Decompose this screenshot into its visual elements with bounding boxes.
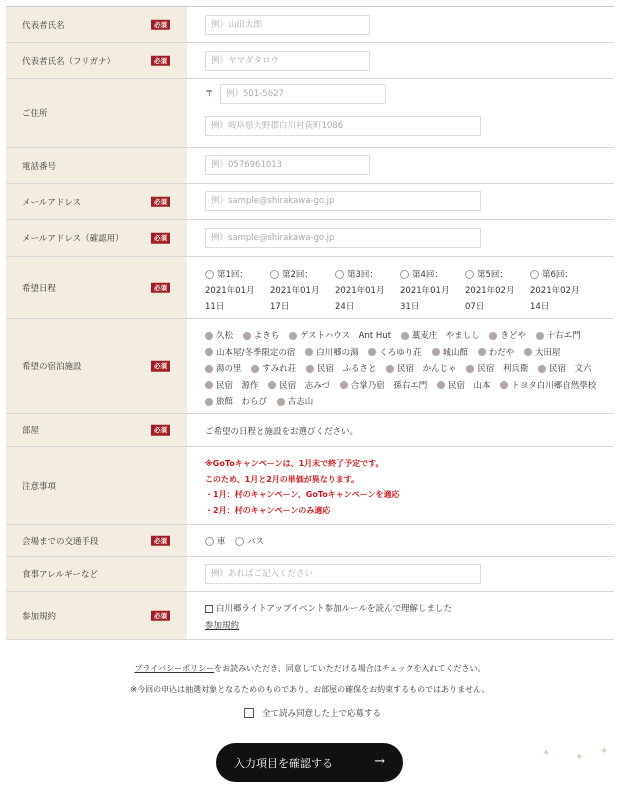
facility-option-label: 民宿 かんじゃ [397, 364, 457, 374]
phone-label [6, 148, 187, 183]
date-line1: 2021年01月 [400, 286, 450, 296]
radio-icon[interactable] [437, 381, 445, 389]
facility-option-label: よきち [253, 331, 280, 341]
terms-checkbox[interactable] [205, 602, 452, 614]
facility-option-label: 民宿 ふるさと [316, 364, 377, 374]
transport-car-label: 車 [217, 537, 226, 547]
rep-kana-label-text: 代表者氏名（フリガナ） [22, 56, 116, 67]
dates-label-text: 希望日程 [22, 283, 57, 294]
email-input[interactable]: 例）sample@shirakawa-go.jp [205, 191, 481, 211]
notice-line: ※GoToキャンペーンは、1月末で終了予定です。 [205, 459, 384, 468]
arrow-right-icon: → [374, 754, 385, 769]
required-badge: 必須 [151, 282, 170, 293]
facility-option[interactable] [536, 328, 581, 345]
application-form [6, 6, 614, 640]
checkbox-icon[interactable] [244, 708, 254, 718]
facility-option[interactable] [306, 361, 377, 378]
zip-mark: 〒 [205, 89, 214, 99]
facility-option-label: 十右エ門 [546, 331, 581, 341]
facility-label-text: 希望の宿泊施設 [22, 362, 82, 372]
facility-option[interactable] [205, 328, 233, 345]
facility-options [205, 328, 605, 411]
terms-check-label: 白川郷ライトアップイベント参加ルールを読んで理解しました [216, 604, 452, 614]
facility-option[interactable] [401, 328, 480, 345]
row-transport [6, 525, 614, 557]
facility-option[interactable] [524, 345, 561, 362]
radio-icon[interactable] [524, 348, 532, 356]
allergy-label [6, 557, 187, 591]
room-label-text: 部屋 [22, 426, 40, 436]
allergy-label-text: 食事アレルギーなど [22, 570, 98, 580]
facility-option-label: 民宿 文六 [549, 364, 592, 374]
date-line1: 2021年02月 [465, 286, 515, 296]
privacy-text: をお読みいただき、同意していただける場合はチェックを入れてください。 [214, 664, 486, 673]
facility-option[interactable] [478, 345, 515, 362]
rep-kana-input[interactable]: 例）ヤマダタロウ [205, 51, 370, 71]
radio-icon[interactable] [305, 348, 313, 356]
date-round: 第4回： [412, 270, 443, 280]
email-confirm-label [6, 220, 187, 256]
terms-label-text: 参加規約 [22, 611, 57, 622]
notice-label [6, 447, 187, 524]
radio-icon[interactable] [205, 270, 214, 279]
radio-icon[interactable] [268, 381, 276, 389]
terms-link[interactable]: 参加規約 [205, 621, 240, 631]
facility-option[interactable] [243, 328, 280, 345]
radio-icon[interactable] [335, 270, 344, 279]
radio-icon[interactable] [530, 270, 539, 279]
row-notice [6, 447, 614, 525]
facility-option[interactable] [289, 328, 391, 345]
transport-label [6, 525, 187, 556]
privacy-policy-link[interactable]: プライバシーポリシー [134, 664, 215, 673]
notice-line: ・2月：村のキャンペーンのみ適応 [205, 505, 331, 515]
required-badge: 必須 [151, 425, 170, 436]
facility-option-label: すみれ荘 [262, 364, 297, 374]
radio-icon[interactable] [205, 332, 213, 340]
radio-icon[interactable] [235, 537, 244, 546]
radio-icon[interactable] [205, 537, 214, 546]
radio-icon[interactable] [538, 365, 546, 373]
date-option-4[interactable] [400, 267, 468, 315]
notice-line: このため、1月と2月の単価が異なります。 [205, 474, 360, 484]
date-round: 第6回： [542, 270, 573, 280]
date-round: 第3回： [347, 270, 378, 280]
required-badge: 必須 [151, 361, 170, 372]
date-option-6[interactable] [530, 267, 598, 315]
row-rep-name [6, 7, 614, 43]
date-line1: 2021年01月 [205, 286, 255, 296]
rep-name-label-text: 代表者氏名 [22, 20, 65, 31]
date-round: 第5回： [477, 270, 508, 280]
transport-option-bus[interactable] [235, 535, 264, 547]
required-badge: 必須 [151, 19, 170, 30]
date-option-3[interactable] [335, 267, 403, 315]
allergy-input[interactable]: 例）あればご記入ください [205, 564, 481, 584]
agree-checkbox[interactable] [244, 707, 381, 719]
date-line2: 24日 [335, 302, 355, 312]
radio-icon[interactable] [205, 348, 213, 356]
row-facility [6, 319, 614, 414]
confirm-button-label: 入力項目を確認する [234, 756, 333, 770]
facility-option-label: 山本屋/冬季限定の宿 [216, 347, 296, 358]
required-badge: 必須 [151, 55, 170, 66]
transport-bus-label: バス [247, 537, 265, 547]
facility-option-label: 合掌乃宿 孫右エ門 [350, 380, 428, 391]
leaf-decoration-icon: ✦ [575, 752, 584, 763]
privacy-statement [0, 663, 620, 674]
required-badge: 必須 [151, 233, 170, 244]
facility-option-label: 民宿 志みづ [279, 380, 331, 391]
radio-icon[interactable] [277, 398, 285, 406]
email-confirm-input[interactable]: 例）sample@shirakawa-go.jp [205, 228, 481, 248]
date-round: 第1回： [217, 270, 248, 280]
date-option-5[interactable] [465, 267, 533, 315]
facility-option-label: わだや [488, 347, 515, 358]
rep-name-input[interactable]: 例）山田太郎 [205, 15, 370, 35]
radio-icon[interactable] [466, 365, 474, 373]
date-line2: 11日 [205, 302, 225, 312]
facility-option[interactable] [538, 361, 592, 378]
notice-text [205, 456, 400, 518]
leaf-decoration-icon: ✦ [542, 748, 551, 759]
radio-icon[interactable] [306, 365, 314, 373]
radio-icon[interactable] [386, 365, 394, 373]
radio-icon[interactable] [368, 348, 376, 356]
facility-option-label: 古志山 [287, 397, 314, 407]
radio-icon[interactable] [243, 332, 251, 340]
room-instruction: ご希望の日程と施設をお選びください。 [205, 427, 359, 437]
row-rep-kana [6, 43, 614, 79]
facility-option[interactable] [489, 328, 526, 345]
date-line1: 2021年02月 [530, 286, 580, 296]
radio-icon[interactable] [489, 332, 497, 340]
phone-label-text: 電話番号 [22, 161, 57, 172]
facility-option-label: 旅館 わらび [216, 397, 268, 407]
facility-option-label: 城山館 [442, 347, 469, 358]
dates-label [6, 257, 187, 318]
date-line2: 31日 [400, 302, 420, 312]
facility-option[interactable] [368, 345, 422, 362]
facility-option[interactable] [437, 378, 491, 395]
transport-option-car[interactable] [205, 535, 226, 547]
date-line1: 2021年01月 [335, 286, 385, 296]
date-line2: 17日 [270, 302, 290, 312]
address-label-text: ご住所 [22, 109, 48, 119]
zip-input[interactable]: 例）501-5627 [220, 84, 386, 104]
email-label [6, 184, 187, 219]
radio-icon[interactable] [205, 381, 213, 389]
radio-icon[interactable] [205, 398, 213, 406]
radio-icon[interactable] [401, 332, 409, 340]
facility-option-label: くろゆり荘 [379, 347, 422, 358]
date-line2: 07日 [465, 302, 485, 312]
date-line2: 14日 [530, 302, 550, 312]
row-email-confirm [6, 220, 614, 257]
address-label [6, 79, 187, 147]
agree-label: 全て読み同意した上で応募する [262, 709, 382, 719]
required-badge: 必須 [151, 196, 170, 207]
radio-icon[interactable] [500, 381, 508, 389]
email-confirm-label-text: メールアドレス（確認用） [22, 234, 124, 244]
row-email [6, 184, 614, 220]
facility-option[interactable] [268, 378, 330, 395]
transport-label-text: 会場までの交通手段 [22, 536, 99, 547]
facility-option-label: 白川郷の湯 [316, 347, 359, 358]
radio-icon[interactable] [289, 332, 297, 340]
phone-input[interactable]: 例）0576961013 [205, 155, 370, 175]
rep-name-label [6, 7, 187, 42]
required-badge: 必須 [151, 535, 170, 546]
radio-icon[interactable] [478, 348, 486, 356]
row-terms [6, 592, 614, 640]
row-allergy [6, 557, 614, 592]
notice-label-text: 注意事項 [22, 481, 57, 492]
facility-option[interactable] [205, 345, 295, 362]
checkbox-icon[interactable] [205, 605, 213, 613]
facility-option[interactable] [205, 394, 267, 411]
facility-option-label: 民宿 源作 [216, 380, 259, 391]
rep-kana-label [6, 43, 187, 78]
facility-option[interactable] [500, 378, 596, 395]
facility-option[interactable] [251, 361, 296, 378]
radio-icon[interactable] [340, 381, 348, 389]
leaf-decoration-icon: ✦ [600, 746, 609, 757]
date-option-1[interactable] [205, 267, 273, 315]
radio-icon[interactable] [270, 270, 279, 279]
required-badge: 必須 [151, 610, 170, 621]
row-dates [6, 257, 614, 319]
radio-icon[interactable] [205, 365, 213, 373]
facility-option-label: 民宿 利兵衛 [477, 364, 529, 374]
facility-option-label: 藁麦庄 やましし [411, 331, 480, 341]
radio-icon[interactable] [432, 348, 440, 356]
date-round: 第2回： [282, 270, 313, 280]
lottery-note: ※今回の申込は抽選対象となるためのものであり、お部屋の確保をお約束するものではありません。 [130, 685, 490, 694]
radio-icon[interactable] [251, 365, 259, 373]
facility-option-label: トヨタ白川郷自然學校 [511, 380, 597, 391]
room-label [6, 414, 187, 446]
terms-label [6, 592, 187, 639]
facility-label [6, 319, 187, 413]
confirm-button[interactable] [216, 743, 403, 782]
row-phone [6, 148, 614, 184]
facility-option[interactable] [205, 361, 242, 378]
facility-option-label: 湯の里 [216, 364, 242, 374]
row-address [6, 79, 614, 148]
facility-option[interactable] [386, 361, 457, 378]
row-room [6, 414, 614, 447]
radio-icon[interactable] [465, 270, 474, 279]
facility-option[interactable] [277, 394, 314, 411]
facility-option[interactable] [432, 345, 469, 362]
date-line1: 2021年01月 [270, 286, 320, 296]
radio-icon[interactable] [536, 332, 544, 340]
address-input[interactable]: 例）岐阜県大野郡白川村荻町1086 [205, 116, 481, 136]
email-label-text: メールアドレス [22, 197, 82, 208]
facility-option-label: ゲストハウス Ant Hut [299, 331, 392, 341]
notice-line: ・1月：村のキャンペーン、GoToキャンペーンを適応 [205, 490, 400, 499]
date-option-2[interactable] [270, 267, 338, 315]
facility-option[interactable] [466, 361, 528, 378]
facility-option[interactable] [305, 345, 359, 362]
facility-option-label: 民宿 山本 [447, 380, 491, 391]
facility-option-label: 大田屋 [534, 347, 561, 358]
radio-icon[interactable] [400, 270, 409, 279]
facility-option[interactable] [205, 378, 259, 395]
facility-option-label: 久松 [216, 331, 234, 341]
facility-option[interactable] [340, 378, 428, 395]
facility-option-label: きどや [500, 331, 526, 341]
